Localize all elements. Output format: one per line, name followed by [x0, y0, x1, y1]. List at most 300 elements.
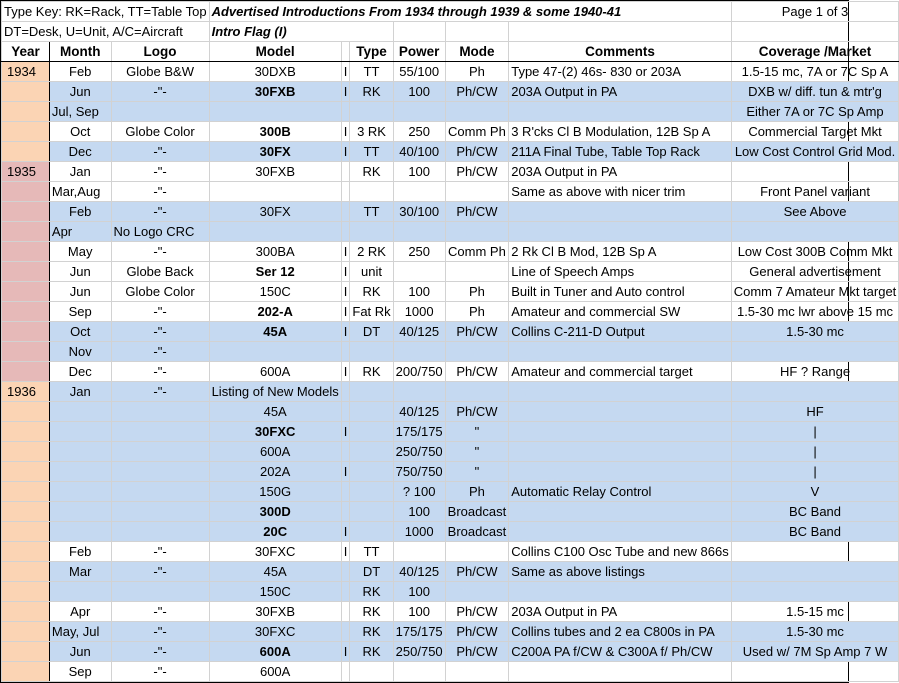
cell-power [393, 342, 445, 362]
cell-comments [509, 382, 732, 402]
cell-mode: " [445, 442, 509, 462]
cell-comments: Amateur and commercial target [509, 362, 732, 382]
cell-year [2, 522, 50, 542]
cell-logo: No Logo CRC [111, 222, 209, 242]
cell-coverage: V [731, 482, 899, 502]
cell-month [49, 582, 111, 602]
cell-type: RK [350, 282, 393, 302]
cell-year [2, 442, 50, 462]
cell-model: 45A [209, 322, 341, 342]
table-row [2, 642, 899, 662]
blank-cell [731, 22, 899, 42]
table-row [2, 382, 899, 402]
cell-flag [341, 662, 350, 682]
cell-model: 202-A [209, 302, 341, 322]
cell-mode: " [445, 422, 509, 442]
cell-logo: -"- [111, 542, 209, 562]
cell-mode [445, 342, 509, 362]
cell-model: 30FXB [209, 82, 341, 102]
cell-logo [111, 582, 209, 602]
cell-month: Jun [49, 262, 111, 282]
key-row-2 [2, 22, 899, 42]
cell-coverage [731, 222, 899, 242]
cell-flag [341, 382, 350, 402]
cell-year [2, 182, 50, 202]
cell-comments [509, 342, 732, 362]
cell-model: 150G [209, 482, 341, 502]
cell-mode: Ph/CW [445, 622, 509, 642]
cell-month [49, 502, 111, 522]
header-power: Power [393, 42, 445, 62]
cell-flag [341, 342, 350, 362]
cell-logo: -"- [111, 362, 209, 382]
cell-year [2, 122, 50, 142]
cell-type [350, 422, 393, 442]
cell-coverage: | [731, 462, 899, 482]
cell-type [350, 462, 393, 482]
cell-year [2, 342, 50, 362]
cell-comments: C200A PA f/CW & C300A f/ Ph/CW [509, 642, 732, 662]
header-flag [341, 42, 350, 62]
cell-type: RK [350, 162, 393, 182]
cell-logo: -"- [111, 322, 209, 342]
cell-coverage: 1.5-15 mc, 7A or 7C Sp A [731, 62, 899, 82]
cell-mode [445, 222, 509, 242]
cell-logo [111, 422, 209, 442]
cell-year [2, 542, 50, 562]
type-key-line-1: Type Key: RK=Rack, TT=Table Top [2, 2, 210, 22]
cell-month: Sep [49, 662, 111, 682]
cell-coverage: BC Band [731, 502, 899, 522]
cell-flag [341, 442, 350, 462]
cell-comments [509, 402, 732, 422]
cell-comments [509, 102, 732, 122]
cell-power [393, 662, 445, 682]
cell-year [2, 402, 50, 422]
cell-power: 250 [393, 242, 445, 262]
cell-month: Feb [49, 542, 111, 562]
cell-model [209, 342, 341, 362]
cell-type [350, 442, 393, 462]
cell-month: Mar,Aug [49, 182, 111, 202]
cell-mode: Ph/CW [445, 562, 509, 582]
cell-coverage: 1.5-15 mc [731, 602, 899, 622]
cell-month [49, 462, 111, 482]
cell-mode [445, 582, 509, 602]
table-row [2, 82, 899, 102]
sheet-title: Advertised Introductions From 1934 through 1939 & some 1940-41 [209, 2, 731, 22]
cell-month [49, 442, 111, 462]
table-row [2, 402, 899, 422]
cell-coverage [731, 382, 899, 402]
cell-power: 40/125 [393, 322, 445, 342]
cell-power: 100 [393, 502, 445, 522]
cell-comments: Collins tubes and 2 ea C800s in PA [509, 622, 732, 642]
cell-month: Oct [49, 322, 111, 342]
header-comments: Comments [509, 42, 732, 62]
table-row [2, 422, 899, 442]
cell-year: 1936 [2, 382, 50, 402]
cell-power [393, 542, 445, 562]
cell-type: TT [350, 142, 393, 162]
cell-mode: Ph/CW [445, 322, 509, 342]
cell-power: 250 [393, 122, 445, 142]
cell-month: Jun [49, 82, 111, 102]
cell-coverage: 1.5-30 mc lwr above 15 mc [731, 302, 899, 322]
cell-coverage: See Above [731, 202, 899, 222]
cell-coverage: 1.5-30 mc [731, 322, 899, 342]
cell-power: 200/750 [393, 362, 445, 382]
cell-model [209, 222, 341, 242]
cell-power: 100 [393, 82, 445, 102]
cell-model: 300D [209, 502, 341, 522]
cell-power: 250/750 [393, 642, 445, 662]
cell-model: 600A [209, 362, 341, 382]
table-row [2, 162, 899, 182]
cell-power [393, 102, 445, 122]
cell-year [2, 662, 50, 682]
type-key-line-2: DT=Desk, U=Unit, A/C=Aircraft [2, 22, 210, 42]
blank-cell [445, 22, 509, 42]
cell-mode [445, 542, 509, 562]
cell-model: 45A [209, 562, 341, 582]
cell-type: RK [350, 602, 393, 622]
cell-coverage [731, 342, 899, 362]
cell-comments [509, 662, 732, 682]
header-type: Type [350, 42, 393, 62]
cell-coverage: Low Cost Control Grid Mod. [731, 142, 899, 162]
cell-year [2, 222, 50, 242]
cell-logo: -"- [111, 142, 209, 162]
cell-coverage: Commercial Target Mkt [731, 122, 899, 142]
cell-logo: -"- [111, 202, 209, 222]
cell-month: Dec [49, 362, 111, 382]
cell-comments: Line of Speech Amps [509, 262, 732, 282]
cell-logo: -"- [111, 662, 209, 682]
cell-comments [509, 222, 732, 242]
cell-logo: -"- [111, 342, 209, 362]
cell-month: Jan [49, 382, 111, 402]
cell-type [350, 522, 393, 542]
cell-flag [341, 622, 350, 642]
table-row [2, 242, 899, 262]
cell-year [2, 482, 50, 502]
cell-mode: Ph [445, 282, 509, 302]
cell-power: ? 100 [393, 482, 445, 502]
cell-comments: 3 R'cks Cl B Modulation, 12B Sp A [509, 122, 732, 142]
table-row [2, 442, 899, 462]
cell-flag: I [341, 282, 350, 302]
cell-month: Oct [49, 122, 111, 142]
cell-coverage: HF ? Range [731, 362, 899, 382]
table-row [2, 362, 899, 382]
cell-model: Listing of New Models [209, 382, 341, 402]
cell-type: 2 RK [350, 242, 393, 262]
header-month: Month [49, 42, 111, 62]
cell-power: 1000 [393, 522, 445, 542]
cell-coverage: Low Cost 300B Comm Mkt [731, 242, 899, 262]
cell-flag [341, 222, 350, 242]
cell-model: 30FXB [209, 602, 341, 622]
cell-power: 30/100 [393, 202, 445, 222]
cell-logo: -"- [111, 82, 209, 102]
cell-coverage: HF [731, 402, 899, 422]
cell-mode: Ph/CW [445, 142, 509, 162]
cell-power: 100 [393, 162, 445, 182]
cell-year [2, 102, 50, 122]
cell-month: Nov [49, 342, 111, 362]
cell-year [2, 422, 50, 442]
cell-type: RK [350, 582, 393, 602]
cell-model: 30FXC [209, 622, 341, 642]
cell-year [2, 82, 50, 102]
cell-type: DT [350, 562, 393, 582]
cell-logo [111, 502, 209, 522]
table-row [2, 122, 899, 142]
intro-flag-label: Intro Flag (I) [209, 22, 393, 42]
cell-month: May [49, 242, 111, 262]
cell-flag [341, 582, 350, 602]
cell-month [49, 402, 111, 422]
cell-logo: -"- [111, 642, 209, 662]
cell-coverage: Used w/ 7M Sp Amp 7 W [731, 642, 899, 662]
cell-logo: -"- [111, 602, 209, 622]
cell-mode [445, 182, 509, 202]
cell-flag: I [341, 422, 350, 442]
cell-coverage [731, 162, 899, 182]
header-logo: Logo [111, 42, 209, 62]
cell-power: 40/100 [393, 142, 445, 162]
cell-model: 30DXB [209, 62, 341, 82]
cell-mode: Comm Ph [445, 122, 509, 142]
cell-power: 175/175 [393, 622, 445, 642]
cell-type [350, 662, 393, 682]
cell-flag: I [341, 142, 350, 162]
cell-month [49, 422, 111, 442]
cell-comments [509, 522, 732, 542]
cell-month: Dec [49, 142, 111, 162]
cell-month: Apr [49, 222, 111, 242]
table-row [2, 322, 899, 342]
cell-flag: I [341, 122, 350, 142]
cell-type: RK [350, 642, 393, 662]
cell-power [393, 382, 445, 402]
cell-logo [111, 402, 209, 422]
cell-type [350, 342, 393, 362]
cell-type [350, 482, 393, 502]
cell-coverage [731, 582, 899, 602]
cell-mode: Ph/CW [445, 602, 509, 622]
cell-model: 30FXC [209, 422, 341, 442]
cell-comments [509, 422, 732, 442]
cell-flag: I [341, 302, 350, 322]
cell-coverage: | [731, 442, 899, 462]
cell-flag: I [341, 522, 350, 542]
cell-coverage [731, 542, 899, 562]
cell-year [2, 302, 50, 322]
cell-power: 100 [393, 282, 445, 302]
cell-mode [445, 662, 509, 682]
cell-power: 55/100 [393, 62, 445, 82]
header-mode: Mode [445, 42, 509, 62]
cell-year [2, 562, 50, 582]
cell-comments [509, 202, 732, 222]
header-model: Model [209, 42, 341, 62]
cell-type: TT [350, 542, 393, 562]
cell-coverage: BC Band [731, 522, 899, 542]
cell-model: 30FXC [209, 542, 341, 562]
cell-model: 600A [209, 662, 341, 682]
cell-comments [509, 582, 732, 602]
table-row [2, 522, 899, 542]
cell-year [2, 582, 50, 602]
cell-type [350, 402, 393, 422]
cell-flag: I [341, 542, 350, 562]
cell-year [2, 502, 50, 522]
cell-mode: Broadcast [445, 502, 509, 522]
table-row [2, 182, 899, 202]
table-row [2, 222, 899, 242]
cell-year [2, 602, 50, 622]
cell-power: 250/750 [393, 442, 445, 462]
cell-type [350, 182, 393, 202]
cell-logo: -"- [111, 182, 209, 202]
cell-comments: Same as above listings [509, 562, 732, 582]
table-row [2, 562, 899, 582]
cell-logo [111, 442, 209, 462]
table-row [2, 542, 899, 562]
cell-model: 300B [209, 122, 341, 142]
table-row [2, 582, 899, 602]
cell-power: 175/175 [393, 422, 445, 442]
cell-power: 40/125 [393, 562, 445, 582]
cell-model: 30FX [209, 202, 341, 222]
cell-logo: Globe B&W [111, 62, 209, 82]
cell-flag [341, 562, 350, 582]
cell-month: Jun [49, 642, 111, 662]
cell-mode: Ph/CW [445, 402, 509, 422]
cell-flag [341, 102, 350, 122]
cell-model: 600A [209, 642, 341, 662]
cell-model: 20C [209, 522, 341, 542]
cell-comments: 203A Output in PA [509, 82, 732, 102]
cell-flag [341, 482, 350, 502]
cell-model: Ser 12 [209, 262, 341, 282]
cell-power [393, 222, 445, 242]
cell-comments: Same as above with nicer trim [509, 182, 732, 202]
cell-logo: -"- [111, 562, 209, 582]
cell-logo: -"- [111, 162, 209, 182]
cell-logo: Globe Color [111, 122, 209, 142]
cell-mode [445, 102, 509, 122]
header-row [2, 42, 899, 62]
cell-coverage: Front Panel variant [731, 182, 899, 202]
cell-mode: Ph/CW [445, 82, 509, 102]
cell-month: May, Jul [49, 622, 111, 642]
cell-month [49, 482, 111, 502]
cell-year [2, 262, 50, 282]
cell-month: Apr [49, 602, 111, 622]
cell-logo: Globe Back [111, 262, 209, 282]
cell-mode: Ph [445, 302, 509, 322]
cell-month: Jan [49, 162, 111, 182]
cell-mode: Broadcast [445, 522, 509, 542]
cell-power: 100 [393, 602, 445, 622]
cell-flag [341, 202, 350, 222]
cell-comments: Collins C-211-D Output [509, 322, 732, 342]
cell-type [350, 382, 393, 402]
cell-year [2, 642, 50, 662]
cell-mode: Ph [445, 482, 509, 502]
cell-mode [445, 382, 509, 402]
cell-logo [111, 482, 209, 502]
cell-flag: I [341, 462, 350, 482]
table-row [2, 602, 899, 622]
table-row [2, 302, 899, 322]
cell-type [350, 222, 393, 242]
cell-month: Mar [49, 562, 111, 582]
cell-month: Sep [49, 302, 111, 322]
cell-comments: Type 47-(2) 46s- 830 or 203A [509, 62, 732, 82]
cell-year [2, 322, 50, 342]
table-row [2, 102, 899, 122]
cell-model: 202A [209, 462, 341, 482]
cell-type: TT [350, 62, 393, 82]
cell-year [2, 202, 50, 222]
cell-comments: Collins C100 Osc Tube and new 866s [509, 542, 732, 562]
cell-type: Fat Rk [350, 302, 393, 322]
cell-model: 600A [209, 442, 341, 462]
cell-coverage: DXB w/ diff. tun & mtr'g [731, 82, 899, 102]
cell-logo: Globe Color [111, 282, 209, 302]
cell-year [2, 242, 50, 262]
header-year: Year [2, 42, 50, 62]
cell-comments: Amateur and commercial SW [509, 302, 732, 322]
cell-type [350, 502, 393, 522]
cell-flag: I [341, 62, 350, 82]
cell-model: 45A [209, 402, 341, 422]
page-indicator: Page 1 of 3 [731, 2, 899, 22]
cell-flag: I [341, 82, 350, 102]
cell-power: 1000 [393, 302, 445, 322]
table-row [2, 342, 899, 362]
cell-flag: I [341, 362, 350, 382]
cell-flag [341, 182, 350, 202]
cell-model: 150C [209, 582, 341, 602]
cell-coverage: | [731, 422, 899, 442]
blank-cell [509, 22, 732, 42]
table-row [2, 62, 899, 82]
cell-comments: Built in Tuner and Auto control [509, 282, 732, 302]
cell-mode: Ph/CW [445, 202, 509, 222]
cell-coverage [731, 662, 899, 682]
cell-type: DT [350, 322, 393, 342]
cell-logo: -"- [111, 382, 209, 402]
introductions-table [1, 1, 899, 682]
cell-mode [445, 262, 509, 282]
cell-mode: " [445, 462, 509, 482]
table-row [2, 622, 899, 642]
table-row [2, 662, 899, 682]
cell-comments: 203A Output in PA [509, 602, 732, 622]
cell-month: Feb [49, 62, 111, 82]
cell-year: 1935 [2, 162, 50, 182]
cell-logo [111, 462, 209, 482]
cell-comments [509, 502, 732, 522]
cell-comments [509, 442, 732, 462]
table-row [2, 462, 899, 482]
cell-logo: -"- [111, 302, 209, 322]
